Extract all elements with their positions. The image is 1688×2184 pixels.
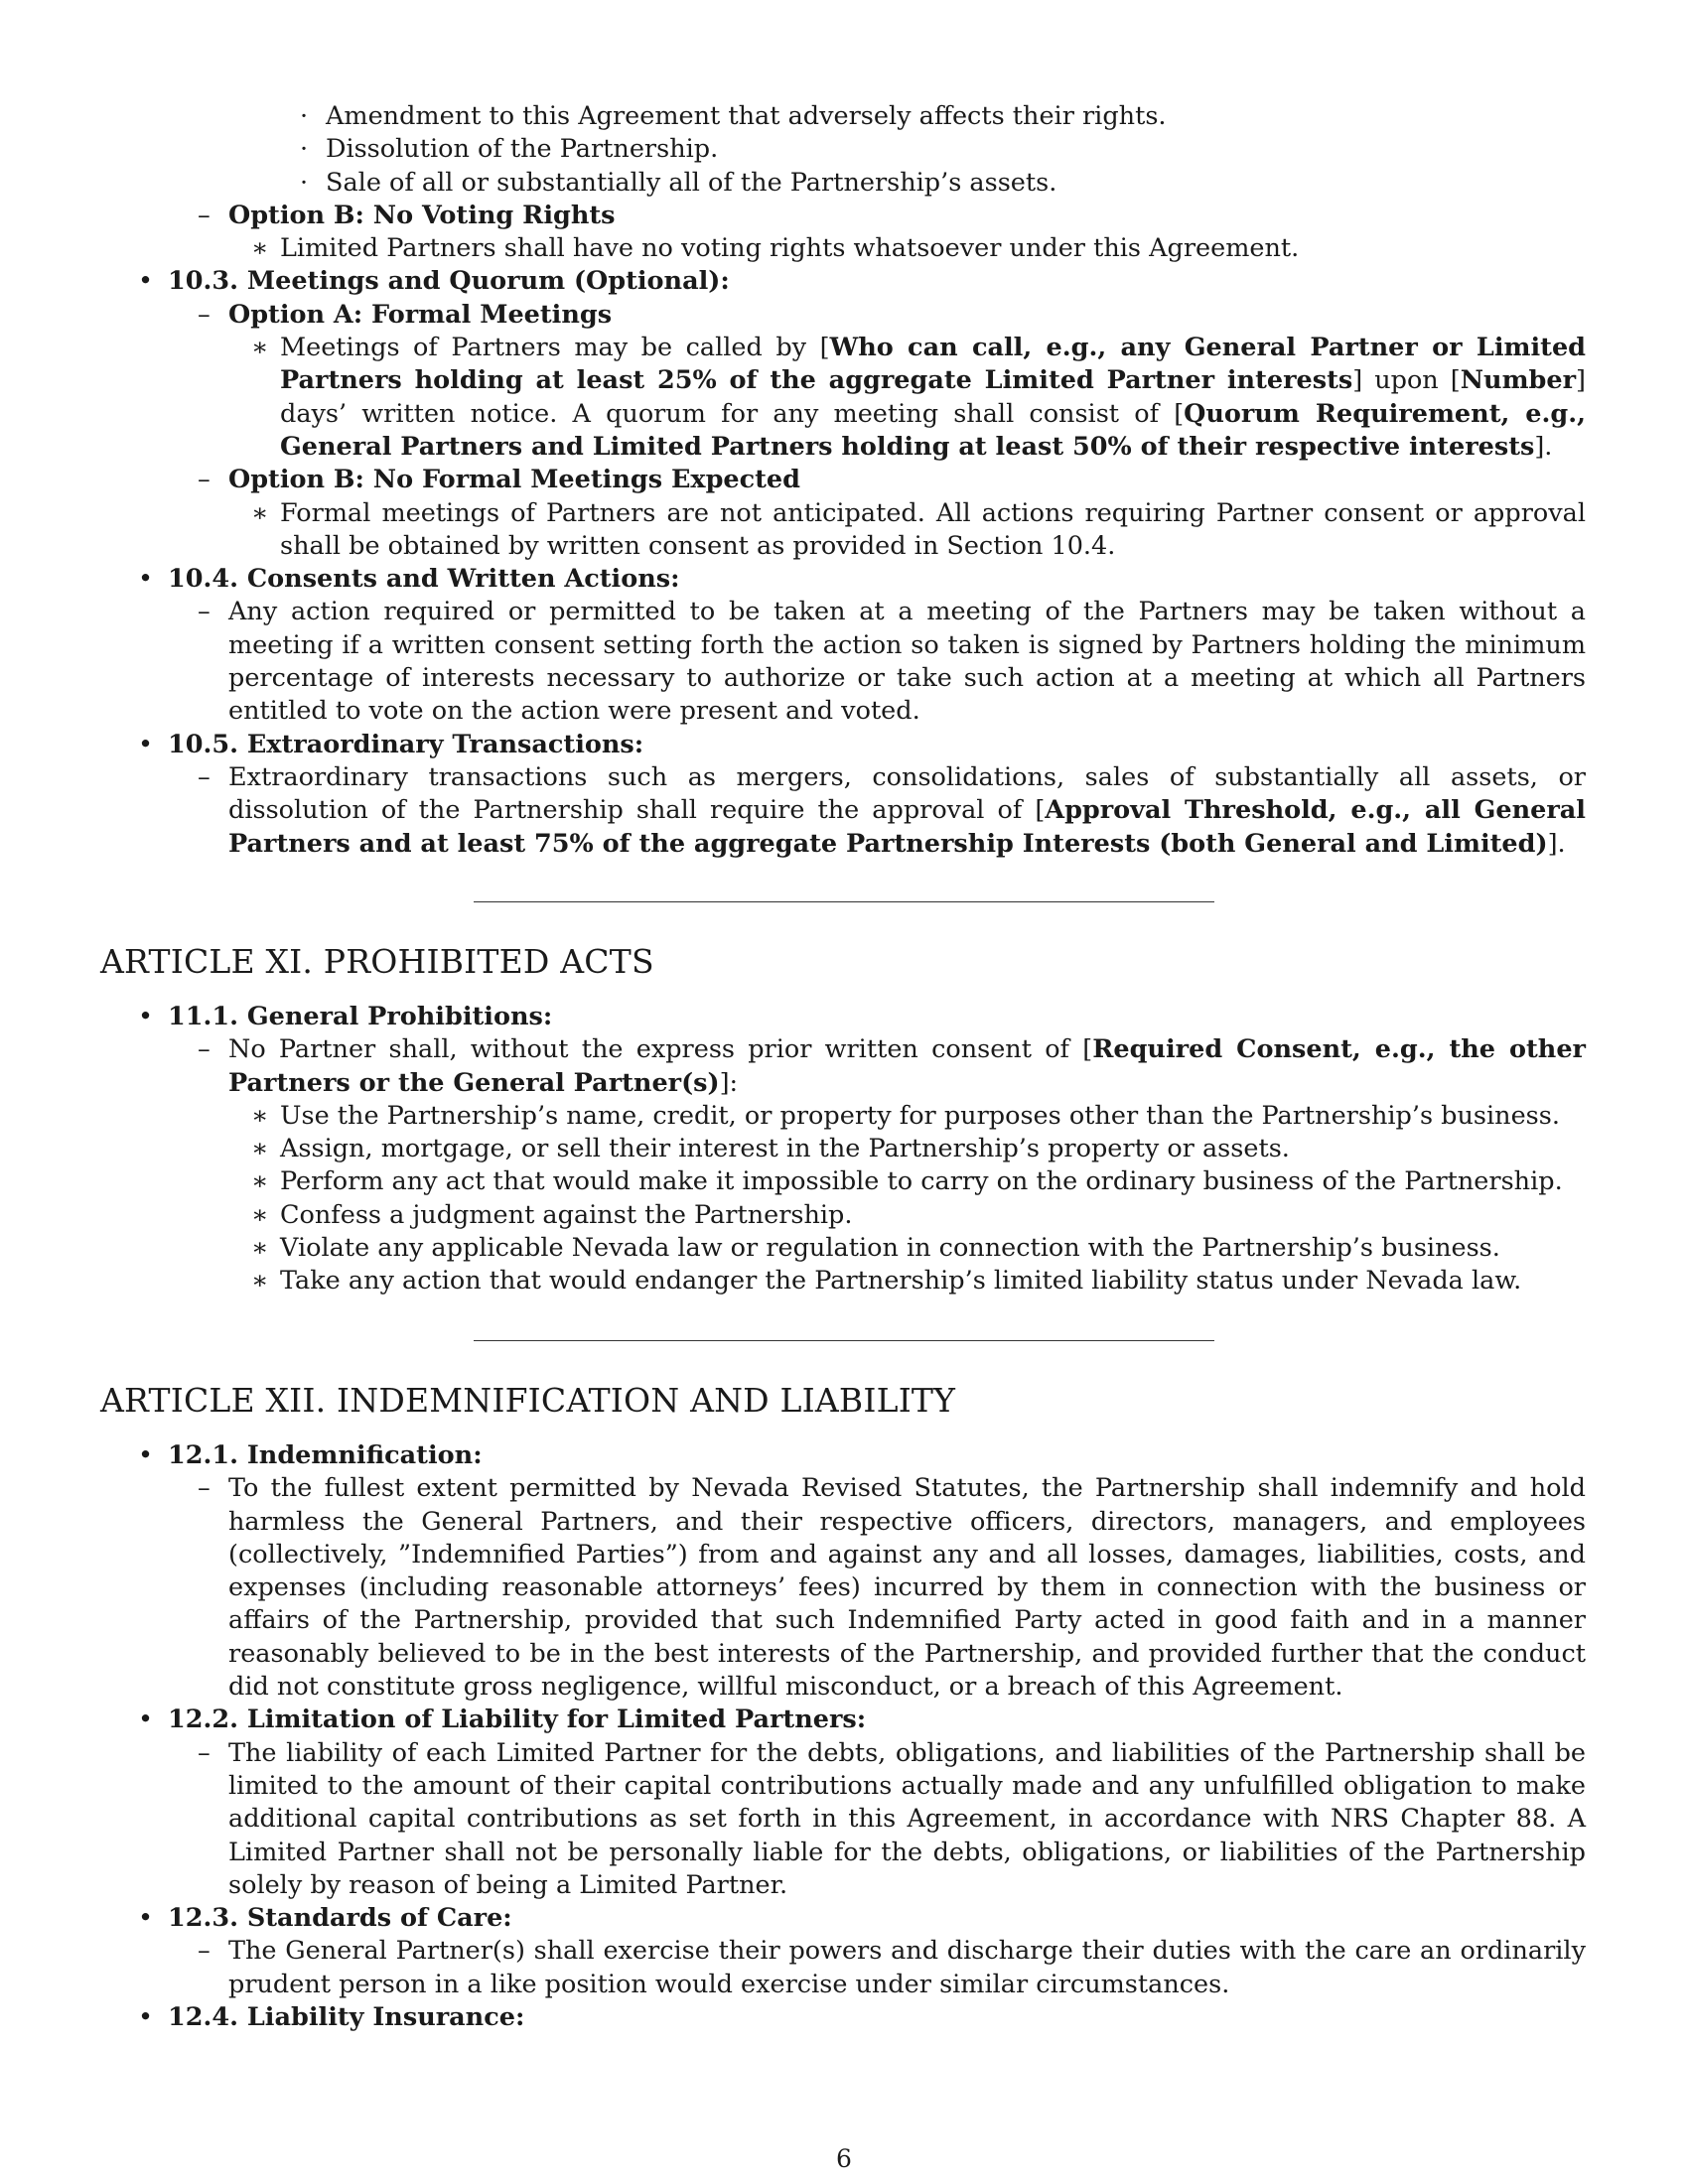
list-item: ∗ Violate any applicable Nevada law or regulation in connection with the Partnership’s business. [251,1233,1500,1264]
divider [474,1340,1214,1341]
list-item: – Any action required or permitted to be taken at a meeting of the Partners may be taken without a meeting if a written consent setting forth the action so taken is signed by Partners holding the minimum percentage of interests necessary to authorize or take such action at a meeting at which all Partners entitled to vote on the action were present and voted. [198,597,1586,727]
list-item: ∗ Assign, mortgage, or sell their interest in the Partnership’s property or assets. [251,1134,1290,1164]
article-12-content [0,1439,1586,2034]
voting-sub-items [0,100,1586,861]
list-item: – The liability of each Limited Partner for the debts, obligations, and liabilities of the Partnership shall be limited to the amount of their capital contributions actually made and any unfulfilled obligation to make additional capital contributions as set forth in this Agreement, in accordance with NRS Chapter 88. A Limited Partner shall not be personally liable for the debts, obligations, or liabilities of the Partnership solely by reason of being a Limited Partner. [198,1737,1586,1900]
list-item: ∗ Meetings of Partners may be called by [Who can call, e.g., any General Partner or Limited Partners holding at least 25% of the aggregate Limited Partner interests] upon [Number] days’ written notice. A quorum for any meeting shall consist of [Quorum Requirement, e.g., General Partners and Limited Partners holding at least 50% of their respective interests]. [0,332,1586,464]
list-item: ∗ Limited Partners shall have no voting rights whatsoever under this Agreement. [251,233,1300,264]
extraordinary-text: Extraordinary transactions such as mergers, consolidations, sales of substantially all assets, or dissolution of the Partnership shall require the approval of [Approval Threshold, e.g., all General Partners and at least 75% of the aggregate Partnership Interests (both General and Limited)]. [228,761,1586,859]
list-item: · Sale of all or substantially all of the Partnership’s assets. [300,167,1057,198]
page-number: 6 [836,2144,852,2173]
section-10-3: • 10.3. Meetings and Quorum (Optional): [138,266,730,297]
list-item: – No Partner shall, without the express prior written consent of [Required Consent, e.g., the other Partners or the General Partner(s)]: [0,1033,1586,1100]
section-10-4: • 10.4. Consents and Written Actions: [138,564,680,595]
list-item: – To the fullest extent permitted by Nevada Revised Statutes, the Partnership shall indemnify and hold harmless the General Partners, and their respective officers, directors, managers, and employees (collectively, ”Indemnified Parties”) from and against any and all losses, damages, liabilities, costs, and expenses (including reasonable attorneys’ fees) incurred by them in connection with the business or affairs of the Partnership, provided that such Indemnified Party acted in good faith and in a manner reasonably believed to be in the best interests of the Partnership, and provided further that the conduct did not constitute gross negligence, willful misconduct, or a breach of this Agreement. [198,1473,1586,1703]
list-item: – Extraordinary transactions such as mergers, consolidations, sales of substantially all assets, or dissolution of the Partnership shall require the approval of [Approval Threshold, e.g., all General Partners and at least 75% of the aggregate Partnership Interests (both General and Limited)]. [0,761,1586,861]
prohibitions-text: No Partner shall, without the express prior written consent of [Required Consent, e.g., the other Partners or the General Partner(s)]: [228,1034,1586,1098]
option-b-meetings: – Option B: No Formal Meetings Expected [198,465,800,495]
section-10-5: • 10.5. Extraordinary Transactions: [138,729,644,759]
section-12-2: • 12.2. Limitation of Liability for Limited Partners: [138,1705,867,1735]
divider [474,901,1214,902]
list-item: ∗ Take any action that would endanger the Partnership’s limited liability status under Nevada law. [251,1266,1522,1297]
option-b-voting: – Option B: No Voting Rights [198,200,616,230]
meetings-text: Meetings of Partners may be called by [Who can call, e.g., any General Partner or Limited Partners holding at least 25% of the aggregate Limited Partner interests] upon [Number] days’ written notice. A quorum for any meeting shall consist of [Quorum Requirement, e.g., General Partners and Limited Partners holding at least 50% of their respective interests]. [280,333,1587,462]
section-12-4: • 12.4. Liability Insurance: [138,2002,525,2033]
list-item: ∗ Use the Partnership’s name, credit, or property for purposes other than the Partnership’s business. [251,1100,1560,1131]
article-11-heading: ARTICLE XI. PROHIBITED ACTS [100,942,654,981]
list-item: ∗ Formal meetings of Partners are not anticipated. All actions requiring Partner consent or approval shall be obtained by written consent as provided in Section 10.4. [251,497,1586,561]
list-item: ∗ Confess a judgment against the Partnership. [251,1199,853,1230]
list-item: – The General Partner(s) shall exercise their powers and discharge their duties with the care an ordinarily prudent person in a like position would exercise under similar circumstances. [198,1936,1586,1999]
section-12-1: • 12.1. Indemnification: [138,1440,483,1470]
article-10-continuation [0,100,1586,861]
section-12-3: • 12.3. Standards of Care: [138,1903,512,1934]
list-item: ∗ Perform any act that would make it impossible to carry on the ordinary business of the Partnership. [251,1166,1563,1197]
section-11-1: • 11.1. General Prohibitions: [138,1002,553,1031]
list-item: · Dissolution of the Partnership. [300,134,719,165]
article-11-content [0,1001,1586,1298]
article-12-heading: ARTICLE XII. INDEMNIFICATION AND LIABILITY [100,1381,956,1420]
list-item: · Amendment to this Agreement that adversely affects their rights. [300,101,1167,131]
option-a-meetings: – Option A: Formal Meetings [198,299,613,330]
